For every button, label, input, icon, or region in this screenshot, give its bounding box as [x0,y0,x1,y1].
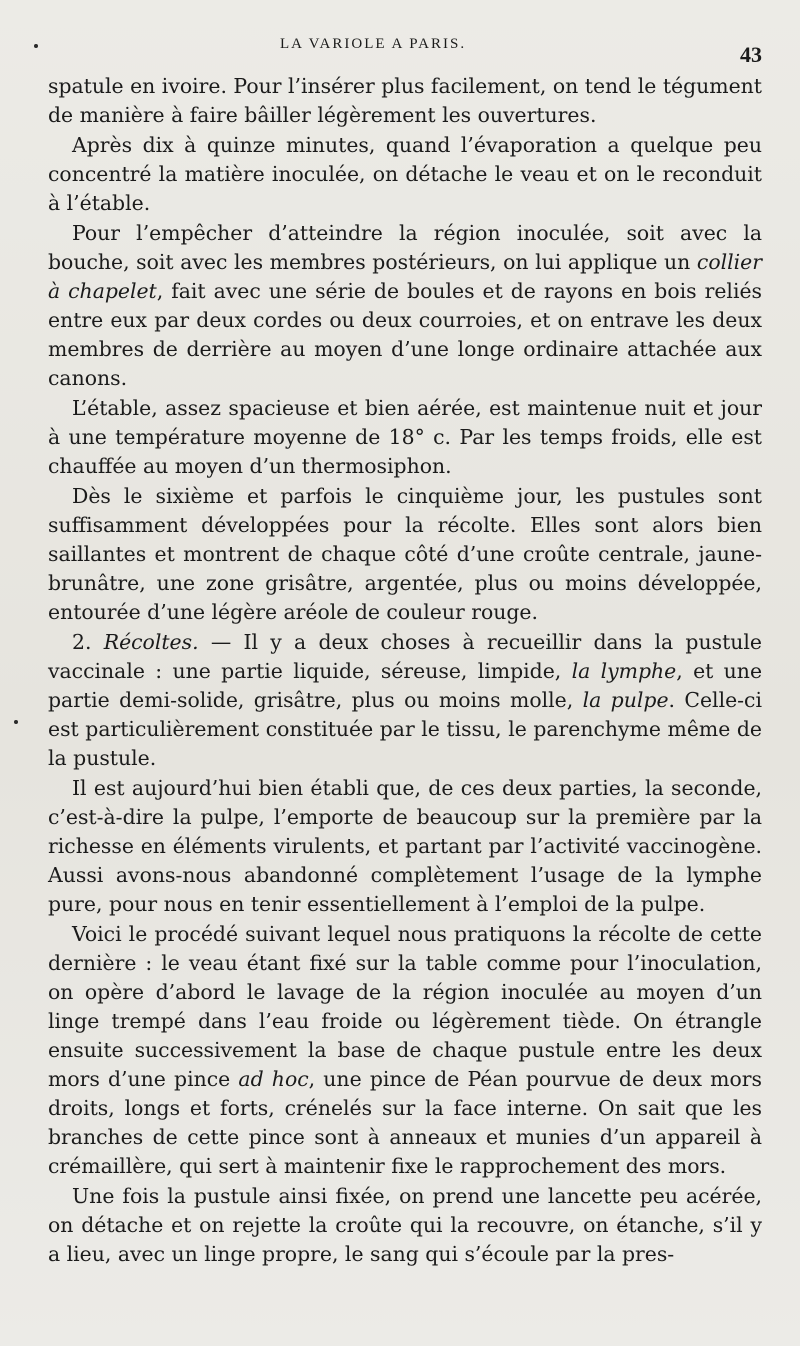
paragraph-text: Pour l’empêcher d’atteindre la région inoculée, soit avec la bouche, soit avec les membres postérieurs, on lui applique un [48,221,762,274]
emphasis-text: la pulpe [582,688,669,712]
emphasis-text: la lymphe [571,659,677,683]
paragraph [48,72,762,130]
paragraph-text: Une fois la pustule ainsi fixée, on prend une lancette peu acérée, on détache et on rejette la croûte qui la recouvre, on étanche, s’il y a lieu, avec un linge propre, le sang qui s’écoule par la pres- [48,1184,762,1266]
paragraph [48,774,762,919]
paragraph-text: spatule en ivoire. Pour l’insérer plus facilement, on tend le tégument de manière à faire bâiller légèrement les ouvertures. [48,74,762,127]
paragraph [48,920,762,1181]
paragraph-text: , fait avec une série de boules et de rayons en bois reliés entre eux par deux cordes ou deux courroies, et on entrave les deux membres de derrière au moyen d’une longe ordinaire attachée aux canons. [48,279,762,390]
paragraph-text: — Il y a deux choses à recueillir dans la pustule vaccinale : une partie liquide, séreuse, limpide, [48,630,762,683]
margin-dot [14,720,18,724]
paragraph-text: Il est aujourd’hui bien établi que, de ces deux parties, la seconde, c’est-à-dire la pulpe, l’emporte de beaucoup sur la première par la richesse en éléments virulents, et partant par l’activité vaccinogène. Aussi avons-nous abandonné complètement l’usage de la lymphe pure, pour nous en tenir essentiellement à l’emploi de la pulpe. [48,776,762,916]
paragraph-text: Après dix à quinze minutes, quand l’évaporation a quelque peu concentré la matière inoculée, on détache le veau et on le reconduit à l’étable. [48,133,762,215]
paragraph-text: , une pince de Péan pourvue de deux mors droits, longs et forts, crénelés sur la face interne. On sait que les branches de cette pince sont à anneaux et munies d’un appareil à crémaillère, qui sert à maintenir fixe le rapprochement des mors. [48,1067,762,1178]
paragraph [48,131,762,218]
page-header [48,28,762,70]
section-heading: Récoltes. [103,630,199,654]
paragraph-text: L’étable, assez spacieuse et bien aérée, est maintenue nuit et jour à une température moyenne de 18° c. Par les temps froids, elle est chauffée au moyen d’un thermosiphon. [48,396,762,478]
paragraph-text: Voici le procédé suivant lequel nous pratiquons la récolte de cette dernière : le veau étant fixé sur la table comme pour l’inoculation, on opère d’abord le lavage de la région inoculée au moyen d’un linge trempé dans l’eau froide ou légèrement tiède. On étrangle ensuite successivement la base de chaque pustule entre les deux mors d’une pince [48,922,762,1091]
page-body [48,72,762,1269]
paragraph [48,394,762,481]
paragraph [48,482,762,627]
emphasis-text: ad hoc [238,1067,309,1091]
paragraph-text: Dès le sixième et parfois le cinquième jour, les pustules sont suffisamment développées pour la récolte. Elles sont alors bien saillantes et montrent de chaque côté d’une croûte centrale, jaune-brunâtre, une zone grisâtre, argentée, plus ou moins développée, entourée d’une légère aréole de couleur rouge. [48,484,762,624]
emphasis-text: collier à chapelet [48,250,762,303]
paragraph-text: . Celle-ci est particulièrement constituée par le tissu, le parenchyme même de la pustule. [48,688,762,770]
section-number: 2. [72,630,92,654]
section-paragraph [48,628,762,773]
margin-dot [34,44,38,48]
paragraph [48,1182,762,1269]
paragraph-text: , et une partie demi-solide, grisâtre, plus ou moins molle, [48,659,763,712]
paragraph [48,219,762,393]
page-number: 43 [740,42,762,67]
running-title: LA VARIOLE A PARIS. [280,36,467,52]
